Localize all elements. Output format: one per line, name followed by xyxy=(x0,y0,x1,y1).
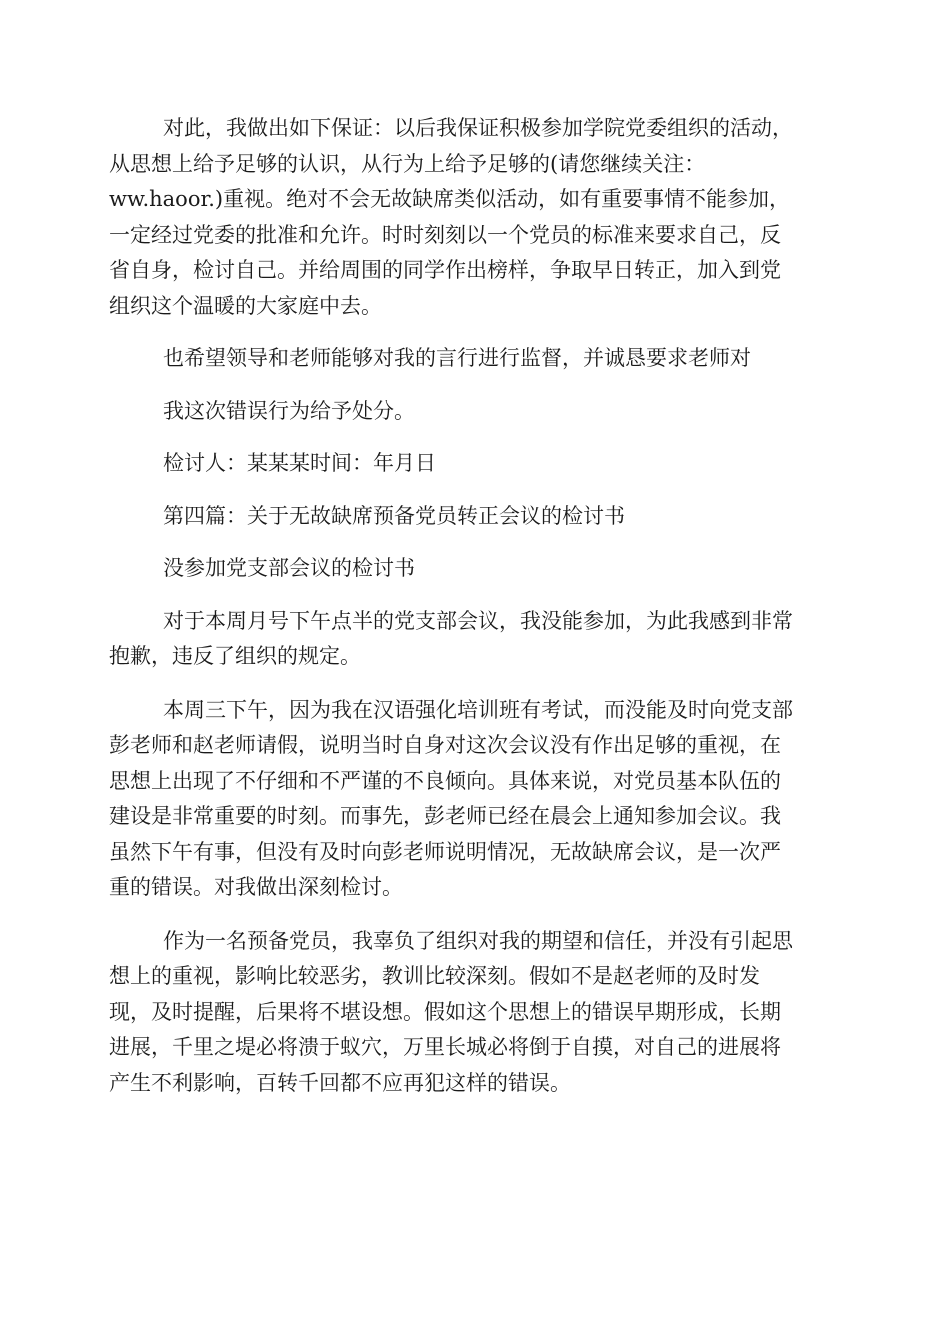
text-line: 现，及时提醒，后果将不堪设想。假如这个思想上的错误早期形成，长期 xyxy=(109,999,781,1024)
text-line: 产生不利影响，百转千回都不应再犯这样的错误。 xyxy=(109,1070,571,1095)
text-line: 一定经过党委的批准和允许。时时刻刻以一个党员的标准来要求自己，反 xyxy=(109,222,781,247)
text-line: ww.haoor.)重视。绝对不会无故缺席类似活动，如有重要事情不能参加， xyxy=(109,187,791,211)
text-line: 没参加党支部会议的检讨书 xyxy=(163,556,415,580)
text-line: 组织这个温暖的大家庭中去。 xyxy=(109,293,382,318)
text-line: 第四篇：关于无故缺席预备党员转正会议的检讨书 xyxy=(163,503,625,528)
text-line: 从思想上给予足够的认识，从行为上给予足够的(请您继续关注： xyxy=(109,151,706,176)
text-line: 进展，千里之堤必将溃于蚁穴，万里长城必将倒于自摸，对自己的进展将 xyxy=(109,1035,781,1059)
paragraph-guarantee xyxy=(109,111,834,324)
paragraph-reflection xyxy=(109,924,834,1102)
document-title xyxy=(109,551,834,587)
section-heading xyxy=(109,499,834,535)
paragraph-absence xyxy=(109,604,834,675)
text-line: 抱歉，违反了组织的规定。 xyxy=(109,644,361,668)
text-line: 检讨人：某某某时间：年月日 xyxy=(163,451,436,475)
text-line: 彭老师和赵老师请假，说明当时自身对这次会议没有作出足够的重视，在 xyxy=(109,733,781,757)
text-line: 对此，我做出如下保证：以后我保证积极参加学院党委组织的活动， xyxy=(163,116,793,140)
text-line: 建设是非常重要的时刻。而事先，彭老师已经在晨会上通知参加会议。我 xyxy=(109,804,781,828)
text-line: 省自身，检讨自己。并给周围的同学作出榜样，争取早日转正，加入到党 xyxy=(109,258,781,282)
text-line: 想上的重视，影响比较恶劣，教训比较深刻。假如不是赵老师的及时发 xyxy=(109,964,760,988)
text-line: 虽然下午有事，但没有及时向彭老师说明情况，无故缺席会议，是一次严 xyxy=(109,839,781,864)
text-line: 思想上出现了不仔细和不严谨的不良倾向。具体来说，对党员基本队伍的 xyxy=(109,768,781,793)
paragraph-reason xyxy=(109,693,834,906)
paragraph-punishment xyxy=(109,394,834,430)
document-body xyxy=(109,111,834,1101)
text-line: 重的错误。对我做出深刻检讨。 xyxy=(109,875,403,899)
text-line: 本周三下午，因为我在汉语强化培训班有考试，而没能及时向党支部 xyxy=(163,697,793,722)
text-line: 我这次错误行为给予处分。 xyxy=(163,398,415,423)
signature-line xyxy=(109,446,834,482)
text-line: 作为一名预备党员，我辜负了组织对我的期望和信任，并没有引起思 xyxy=(163,928,793,953)
text-line: 对于本周月号下午点半的党支部会议，我没能参加，为此我感到非常 xyxy=(163,608,793,633)
text-line: 也希望领导和老师能够对我的言行进行监督，并诚恳要求老师对 xyxy=(163,346,751,370)
paragraph-supervision-request xyxy=(109,341,834,377)
